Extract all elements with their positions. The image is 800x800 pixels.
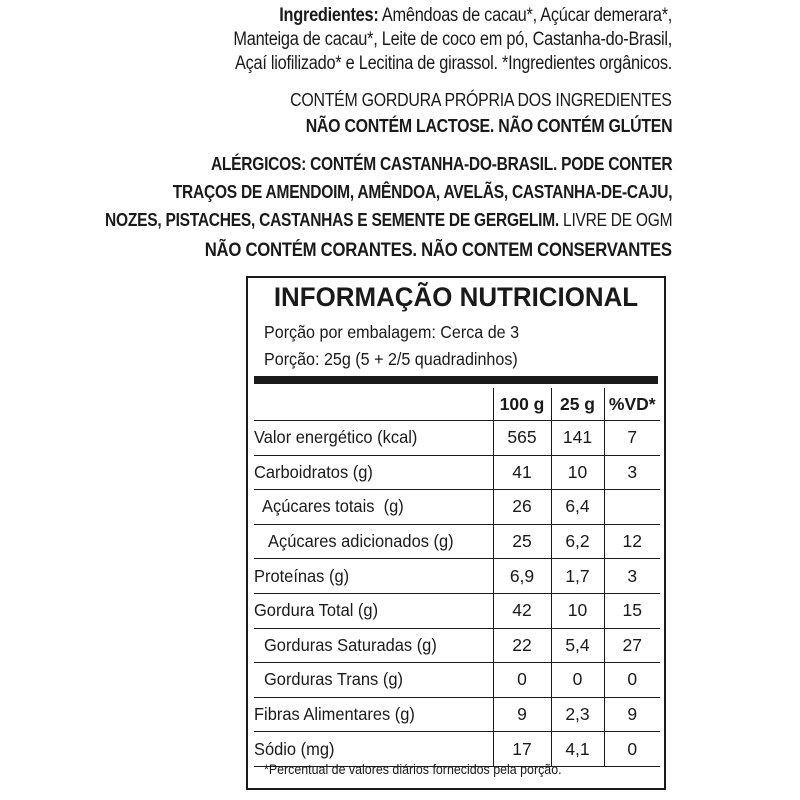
value-per-serving: 6,2 — [551, 524, 604, 559]
allergens-line-1: ALÉRGICOS: CONTÉM CASTANHA-DO-BRASIL. PODE CONTER — [210, 153, 672, 174]
table-row — [254, 697, 660, 732]
allergens-line-3-regular: LIVRE DE OGM — [558, 209, 672, 230]
value-daily: 0 — [604, 732, 660, 767]
value-daily: 3 — [604, 559, 660, 594]
value-daily — [604, 490, 660, 525]
footnote: *Percentual de valores diários fornecidos pela porção. — [264, 762, 562, 777]
nutrient-name: Gordura Total (g) — [254, 600, 379, 621]
serving-size: Porção: 25g (5 + 2/5 quadradinhos) — [264, 349, 518, 369]
lactose-gluten-notice: NÃO CONTÉM LACTOSE. NÃO CONTÉM GLÚTEN — [305, 115, 672, 136]
table-row — [254, 455, 660, 490]
value-per-serving: 141 — [551, 421, 604, 456]
nutrient-name: Açúcares totais (g) — [262, 496, 404, 517]
allergens-block — [105, 150, 672, 234]
nutrient-name: Sódio (mg) — [254, 738, 335, 759]
nutrient-name: Açúcares adicionados (g) — [268, 531, 454, 552]
value-per-100g: 17 — [493, 732, 551, 767]
thick-divider — [254, 376, 658, 384]
ingredients-block — [233, 4, 672, 76]
servings-per-package: Porção por embalagem: Cerca de 3 — [264, 322, 520, 342]
nutrient-name: Carboidratos (g) — [254, 461, 373, 482]
value-per-serving: 10 — [551, 455, 604, 490]
nutrient-name: Valor energético (kcal) — [254, 427, 418, 448]
value-per-serving: 5,4 — [551, 628, 604, 663]
value-daily: 3 — [604, 455, 660, 490]
nutrient-name: Proteínas (g) — [254, 565, 350, 586]
value-per-serving: 6,4 — [551, 490, 604, 525]
header-per-100g: 100 g — [493, 388, 551, 421]
value-daily: 27 — [604, 628, 660, 663]
table-row — [254, 663, 660, 698]
fat-notice: CONTÉM GORDURA PRÓPRIA DOS INGREDIENTES — [290, 89, 672, 110]
ingredients-line-1: Amêndoas de cacau*, Açúcar demerara*, — [381, 5, 672, 26]
value-per-100g: 22 — [493, 628, 551, 663]
nutrition-table — [254, 388, 660, 767]
nutrition-facts-panel — [246, 276, 666, 790]
value-per-100g: 25 — [493, 524, 551, 559]
value-per-100g: 26 — [493, 490, 551, 525]
ingredients-label: Ingredientes: — [279, 5, 379, 26]
value-per-100g: 6,9 — [493, 559, 551, 594]
value-per-serving: 0 — [551, 663, 604, 698]
nutrition-header-row — [254, 388, 660, 421]
nutrient-name: Gorduras Saturadas (g) — [264, 634, 437, 655]
value-per-100g: 9 — [493, 697, 551, 732]
table-row — [254, 628, 660, 663]
value-daily: 15 — [604, 593, 660, 628]
value-per-100g: 42 — [493, 593, 551, 628]
allergens-line-3-bold: NOZES, PISTACHES, CASTANHAS E SEMENTE DE GERGELIM. — [104, 209, 559, 230]
value-per-100g: 41 — [493, 455, 551, 490]
value-daily: 7 — [604, 421, 660, 456]
table-row — [254, 490, 660, 525]
table-row — [254, 559, 660, 594]
header-per-serving: 25 g — [551, 388, 604, 421]
value-daily: 9 — [604, 697, 660, 732]
nutrient-name: Fibras Alimentares (g) — [254, 704, 415, 725]
value-per-100g: 0 — [493, 663, 551, 698]
value-daily: 12 — [604, 524, 660, 559]
nutrition-title: INFORMAÇÃO NUTRICIONAL — [273, 282, 639, 312]
table-row — [254, 593, 660, 628]
value-per-serving: 1,7 — [551, 559, 604, 594]
nutrient-name: Gorduras Trans (g) — [264, 669, 403, 690]
header-daily-value: %VD* — [604, 388, 660, 421]
header-nutrient-empty — [254, 388, 493, 421]
ingredients-line-3: Açaí liofilizado* e Lecitina de girassol. *Ingredientes orgânicos. — [234, 53, 672, 74]
colorants-notice: NÃO CONTÉM CORANTES. NÃO CONTEM CONSERVANTES — [204, 240, 672, 261]
value-per-100g: 565 — [493, 421, 551, 456]
value-per-serving: 4,1 — [551, 732, 604, 767]
allergens-line-2: TRAÇOS DE AMENDOIM, AMÊNDOA, AVELÃS, CASTANHA-DE-CAJU, — [172, 181, 672, 202]
value-per-serving: 2,3 — [551, 697, 604, 732]
table-row — [254, 524, 660, 559]
value-per-serving: 10 — [551, 593, 604, 628]
value-daily: 0 — [604, 663, 660, 698]
table-row — [254, 421, 660, 456]
ingredients-line-2: Manteiga de cacau*, Leite de coco em pó, Castanha-do-Brasil, — [233, 29, 672, 50]
